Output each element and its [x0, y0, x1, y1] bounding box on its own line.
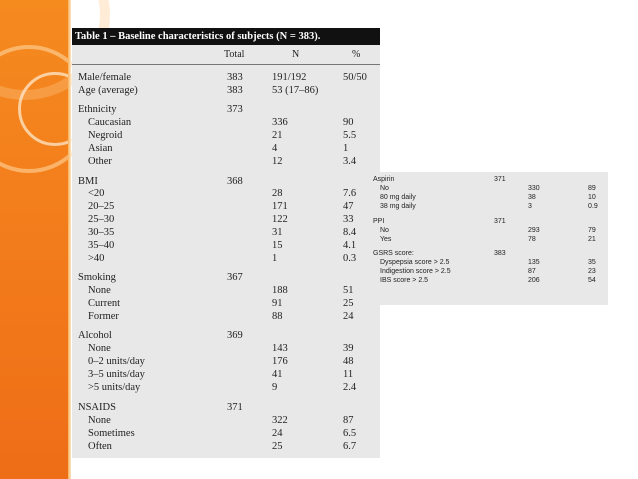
row-percent: 25: [343, 298, 354, 309]
row-percent: 8.4: [343, 227, 357, 238]
row-n: 53 (17–86): [272, 85, 319, 96]
row-label: None: [88, 285, 111, 296]
table-title: Table 1 – Baseline characteristics of subjects (N = 383).: [72, 28, 380, 45]
row-label: 35–40: [88, 240, 115, 251]
row-label: Dyspepsia score > 2.5: [380, 259, 450, 266]
row-percent: 47: [343, 201, 354, 212]
row-n: 122: [272, 214, 288, 225]
row-percent: 6.5: [343, 428, 357, 439]
row-n: 4: [272, 143, 278, 154]
row-percent: 1: [343, 143, 349, 154]
row-label: 3–5 units/day: [88, 369, 145, 380]
row-n: 87: [528, 268, 536, 275]
row-total: 368: [227, 176, 243, 187]
row-n: 38: [528, 194, 536, 201]
row-label: No: [380, 185, 389, 192]
row-n: 78: [528, 236, 536, 243]
column-header-n: N: [292, 49, 300, 60]
row-percent: 6.7: [343, 441, 357, 452]
row-percent: 48: [343, 356, 354, 367]
row-percent: 7.6: [343, 188, 357, 199]
row-label: Indigestion score > 2.5: [380, 268, 451, 275]
row-percent: 24: [343, 311, 354, 322]
row-n: 330: [528, 185, 540, 192]
row-n: 3: [528, 203, 532, 210]
row-label: Alcohol: [78, 330, 112, 341]
row-n: 12: [272, 156, 283, 167]
row-percent: 87: [343, 415, 354, 426]
row-label: BMI: [78, 176, 98, 187]
row-percent: 0.9: [588, 203, 598, 210]
row-percent: 11: [343, 369, 354, 380]
row-n: 206: [528, 277, 540, 284]
row-label: None: [88, 415, 111, 426]
row-n: 293: [528, 227, 540, 234]
row-percent: 3.4: [343, 156, 357, 167]
row-n: 188: [272, 285, 288, 296]
row-total: 383: [494, 250, 506, 257]
row-label: GSRS score:: [373, 250, 414, 257]
row-label: Former: [88, 311, 119, 322]
row-percent: 35: [588, 259, 596, 266]
row-percent: 5.5: [343, 130, 357, 141]
medication-gsrs-table: [370, 172, 608, 305]
row-label: Other: [88, 156, 112, 167]
row-percent: 89: [588, 185, 596, 192]
row-percent: 10: [588, 194, 596, 201]
row-percent: 51: [343, 285, 354, 296]
row-total: 383: [227, 85, 243, 96]
row-label: Current: [88, 298, 121, 309]
row-n: 28: [272, 188, 283, 199]
row-n: 91: [272, 298, 283, 309]
row-n: 88: [272, 311, 283, 322]
row-n: 31: [272, 227, 283, 238]
row-percent: 4.1: [343, 240, 357, 251]
row-n: 41: [272, 369, 283, 380]
row-percent: 39: [343, 343, 354, 354]
row-percent: 90: [343, 117, 354, 128]
row-label: NSAIDS: [78, 402, 116, 413]
row-label: Age (average): [78, 85, 138, 96]
row-n: 176: [272, 356, 288, 367]
row-percent: 79: [588, 227, 596, 234]
row-percent: 33: [343, 214, 354, 225]
row-percent: 54: [588, 277, 596, 284]
row-percent: 2.4: [343, 382, 357, 393]
row-percent: 0.3: [343, 253, 357, 264]
row-n: 21: [272, 130, 283, 141]
column-header-total: Total: [224, 49, 245, 60]
row-n: 143: [272, 343, 288, 354]
baseline-characteristics-table: [72, 28, 380, 458]
row-label: Negroid: [88, 130, 123, 141]
row-total: 371: [227, 402, 243, 413]
table-column-headers: [72, 45, 380, 65]
row-label: 38 mg daily: [380, 203, 416, 210]
row-label: Smoking: [78, 272, 116, 283]
row-label: PPI: [373, 218, 385, 225]
row-label: 0–2 units/day: [88, 356, 145, 367]
row-label: No: [380, 227, 389, 234]
row-n: 1: [272, 253, 278, 264]
row-label: Caucasian: [88, 117, 132, 128]
row-label: Often: [88, 441, 112, 452]
row-total: 367: [227, 272, 243, 283]
row-n: 25: [272, 441, 283, 452]
row-n: 135: [528, 259, 540, 266]
row-label: Sometimes: [88, 428, 135, 439]
row-label: IBS score > 2.5: [380, 277, 429, 284]
row-percent: 50/50: [343, 72, 367, 83]
row-label: 20–25: [88, 201, 115, 212]
row-total: 383: [227, 72, 243, 83]
row-total: 371: [494, 218, 506, 225]
row-n: 322: [272, 415, 288, 426]
row-total: 369: [227, 330, 243, 341]
row-percent: 21: [588, 236, 596, 243]
row-label: <20: [88, 188, 105, 199]
row-label: >40: [88, 253, 105, 264]
column-header-pct: %: [352, 49, 361, 60]
row-label: Aspirin: [373, 176, 395, 183]
row-label: >5 units/day: [88, 382, 141, 393]
row-n: 171: [272, 201, 288, 212]
row-total: 373: [227, 104, 243, 115]
row-label: 30–35: [88, 227, 115, 238]
row-label: Asian: [88, 143, 113, 154]
row-label: 25–30: [88, 214, 115, 225]
row-label: Yes: [380, 236, 392, 243]
row-n: 15: [272, 240, 283, 251]
row-n: 336: [272, 117, 288, 128]
row-n: 191/192: [272, 72, 307, 83]
row-n: 24: [272, 428, 283, 439]
row-label: Ethnicity: [78, 104, 117, 115]
row-percent: 23: [588, 268, 596, 275]
orange-sidebar-decoration: [0, 0, 68, 479]
row-n: 9: [272, 382, 278, 393]
row-total: 371: [494, 176, 506, 183]
row-label: 80 mg daily: [380, 194, 416, 201]
row-label: None: [88, 343, 111, 354]
row-label: Male/female: [78, 72, 132, 83]
